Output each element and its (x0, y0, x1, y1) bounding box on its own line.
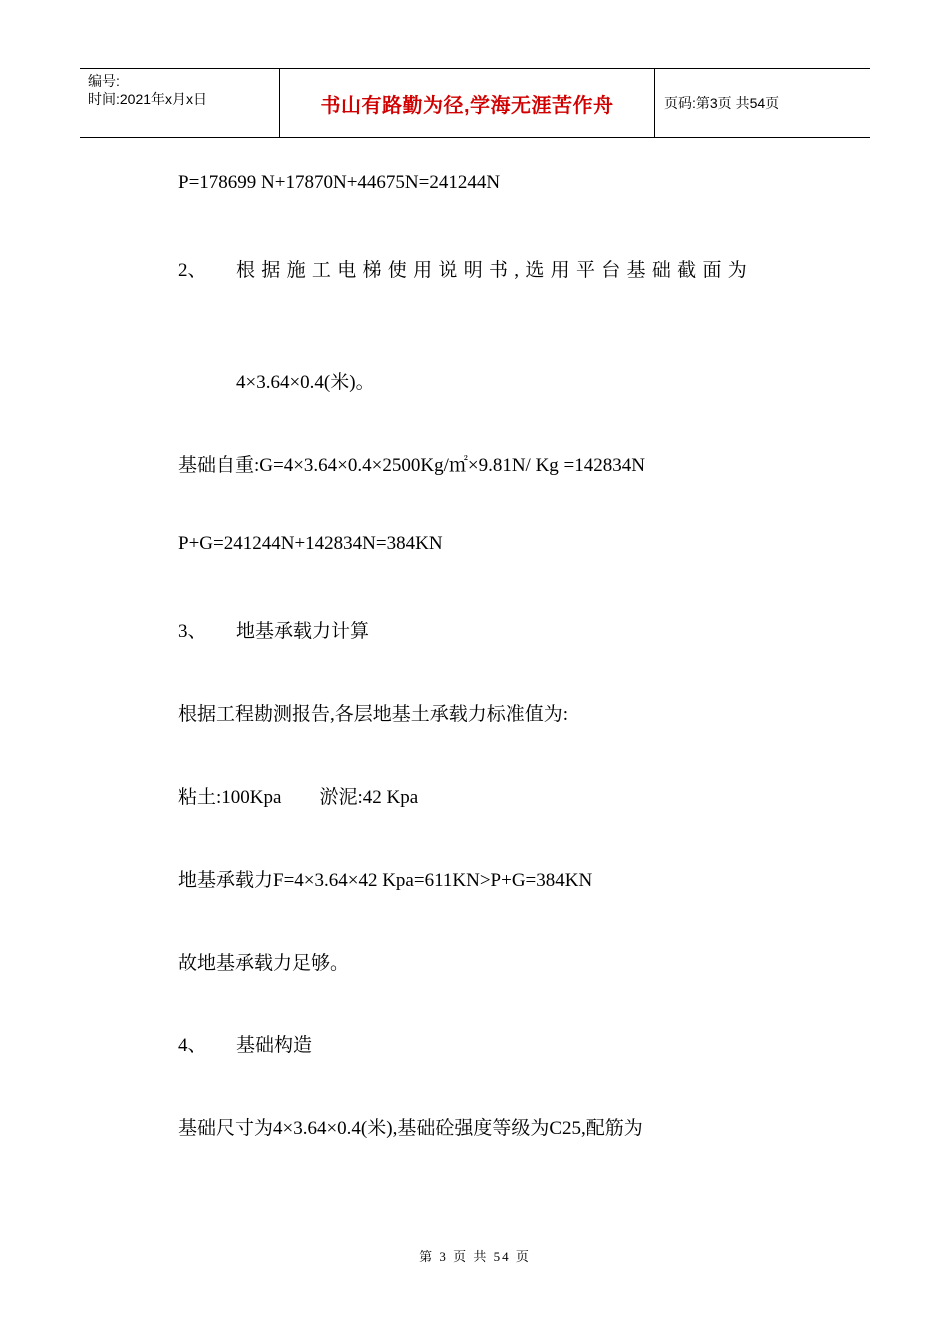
item-3-number: 3、 (178, 621, 207, 642)
header-number-label: 编号: (88, 73, 120, 89)
header-motto: 书山有路勤为径,学海无涯苦作舟 (280, 69, 655, 137)
formula-pg: P+G=241244N+142834N=384KN (178, 533, 443, 554)
item-3-text: 地基承载力计算 (236, 621, 370, 642)
formula-g: 基础自重:G=4×3.64×0.4×2500Kg/㎡×9.81N/ Kg =142834N (178, 455, 645, 476)
formula-f: 地基承载力F=4×3.64×42 Kpa=611KN>P+G=384KN (178, 870, 593, 891)
conclusion: 故地基承载力足够。 (178, 953, 350, 974)
foundation-size-text: 基础尺寸为4×3.64×0.4(米),基础砼强度等级为C25,配筋为 (178, 1118, 643, 1139)
item-3 (178, 616, 369, 643)
header-time-label: 时间:2021年x月x日 (88, 91, 208, 107)
soil-values (178, 782, 418, 809)
section-size: 4×3.64×0.4(米)。 (236, 372, 375, 393)
survey-report-text: 根据工程勘测报告,各层地基土承载力标准值为: (178, 704, 569, 725)
item-2-text: 根据施工电梯使用说明书,选用平台基础截面为 (236, 260, 754, 281)
item-4 (178, 1030, 312, 1057)
header-meta (80, 69, 280, 137)
item-4-number: 4、 (178, 1035, 207, 1056)
item-4-text: 基础构造 (236, 1035, 313, 1056)
formula-p: P=178699 N+17870N+44675N=241244N (178, 172, 501, 193)
page-header (80, 68, 870, 138)
item-2-number: 2、 (178, 260, 207, 281)
silt-value: 淤泥:42 Kpa (319, 787, 419, 808)
item-2 (178, 255, 753, 282)
clay-value: 粘土:100Kpa (178, 787, 282, 808)
page-footer: 第 3 页 共 54 页 (419, 1249, 531, 1264)
header-page-info: 页码:第3页 共54页 (664, 95, 780, 111)
